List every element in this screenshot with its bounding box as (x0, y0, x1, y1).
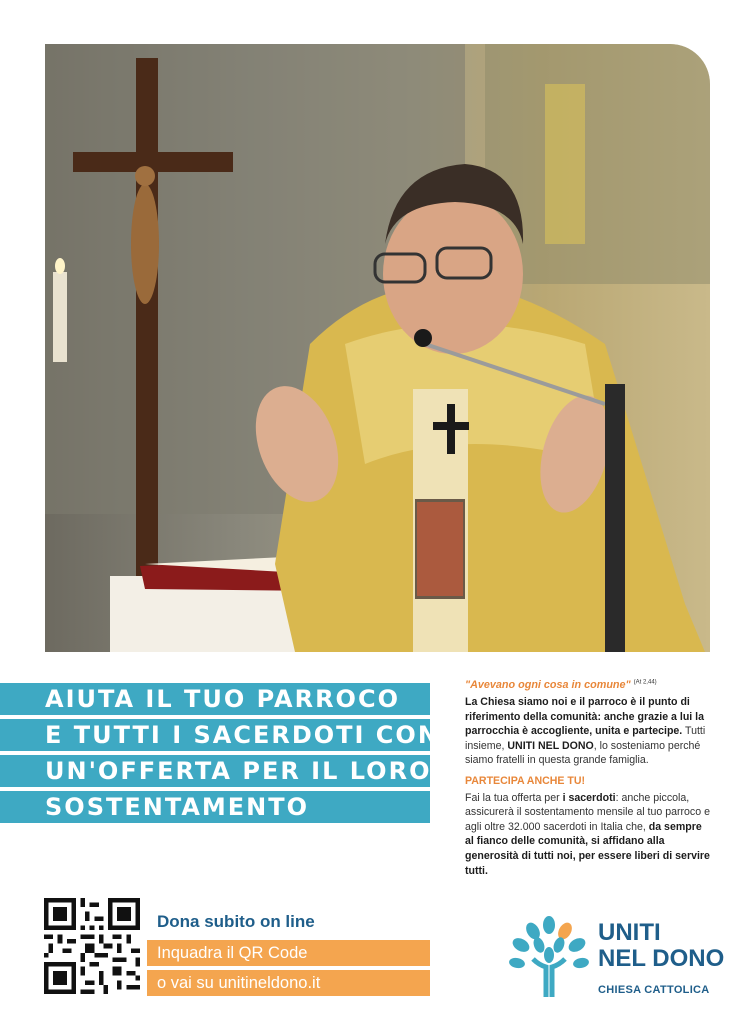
intro-paragraph (465, 695, 712, 768)
offer-text-c: : anche piccola, assicurerà il sostentamento mensile al tuo parroco e agli oltre 32.000 sacerdoti in Italia che, (465, 791, 710, 833)
donate-online-title: Dona subito on line (157, 912, 315, 931)
offer-bold-ending: da sempre al fianco delle comunità, si affidano alla generosità di tutti noi, per essere liberi di servire tutti. (465, 820, 710, 877)
hero-photo (45, 44, 710, 652)
intro-text-c: , lo sosteniamo perché siamo fratelli in questa grande famiglia. (465, 739, 701, 767)
brand-line-2: NEL DONO (598, 944, 725, 972)
offer-text-a: Fai la tua offerta per (465, 791, 560, 804)
brand-subtitle: CHIESA CATTOLICA (598, 984, 710, 996)
headline-line: SOSTENTAMENTO (0, 791, 430, 823)
call-to-action: PARTECIPA ANCHE TU! (465, 774, 586, 787)
intro-bold-text: La Chiesa siamo noi e il parroco è il punto di riferimento della comunità: anche grazie a lui la parrocchia è accogliente, unita e partecipe. (465, 695, 705, 738)
offer-bold-priests: i sacerdoti (562, 791, 616, 804)
headline-line: AIUTA IL TUO PARROCO (0, 683, 430, 715)
intro-text-a: Tutti insieme, (465, 725, 706, 752)
brand-name (598, 920, 724, 972)
headline-line: E TUTTI I SACERDOTI CON (0, 719, 430, 751)
bible-quote (465, 678, 712, 693)
quote-reference: (At 2,44) (633, 679, 657, 686)
website-link[interactable]: o vai su unitineldono.it (147, 970, 430, 996)
offer-paragraph (465, 791, 712, 879)
priest-at-altar-illustration (45, 44, 710, 652)
qr-code-icon[interactable] (44, 898, 140, 994)
body-text-column (465, 678, 712, 884)
uniti-nel-dono-tree-logo-icon (509, 915, 589, 997)
intro-brand-text: UNITI NEL DONO (507, 739, 594, 752)
brand-line-1: UNITI (598, 919, 661, 946)
headline-block (0, 683, 440, 827)
scan-qr-instruction: Inquadra il QR Code (147, 940, 430, 966)
headline-line: UN'OFFERTA PER IL LORO (0, 755, 430, 787)
quote-text: "Avevano ogni cosa in comune" (465, 679, 631, 691)
